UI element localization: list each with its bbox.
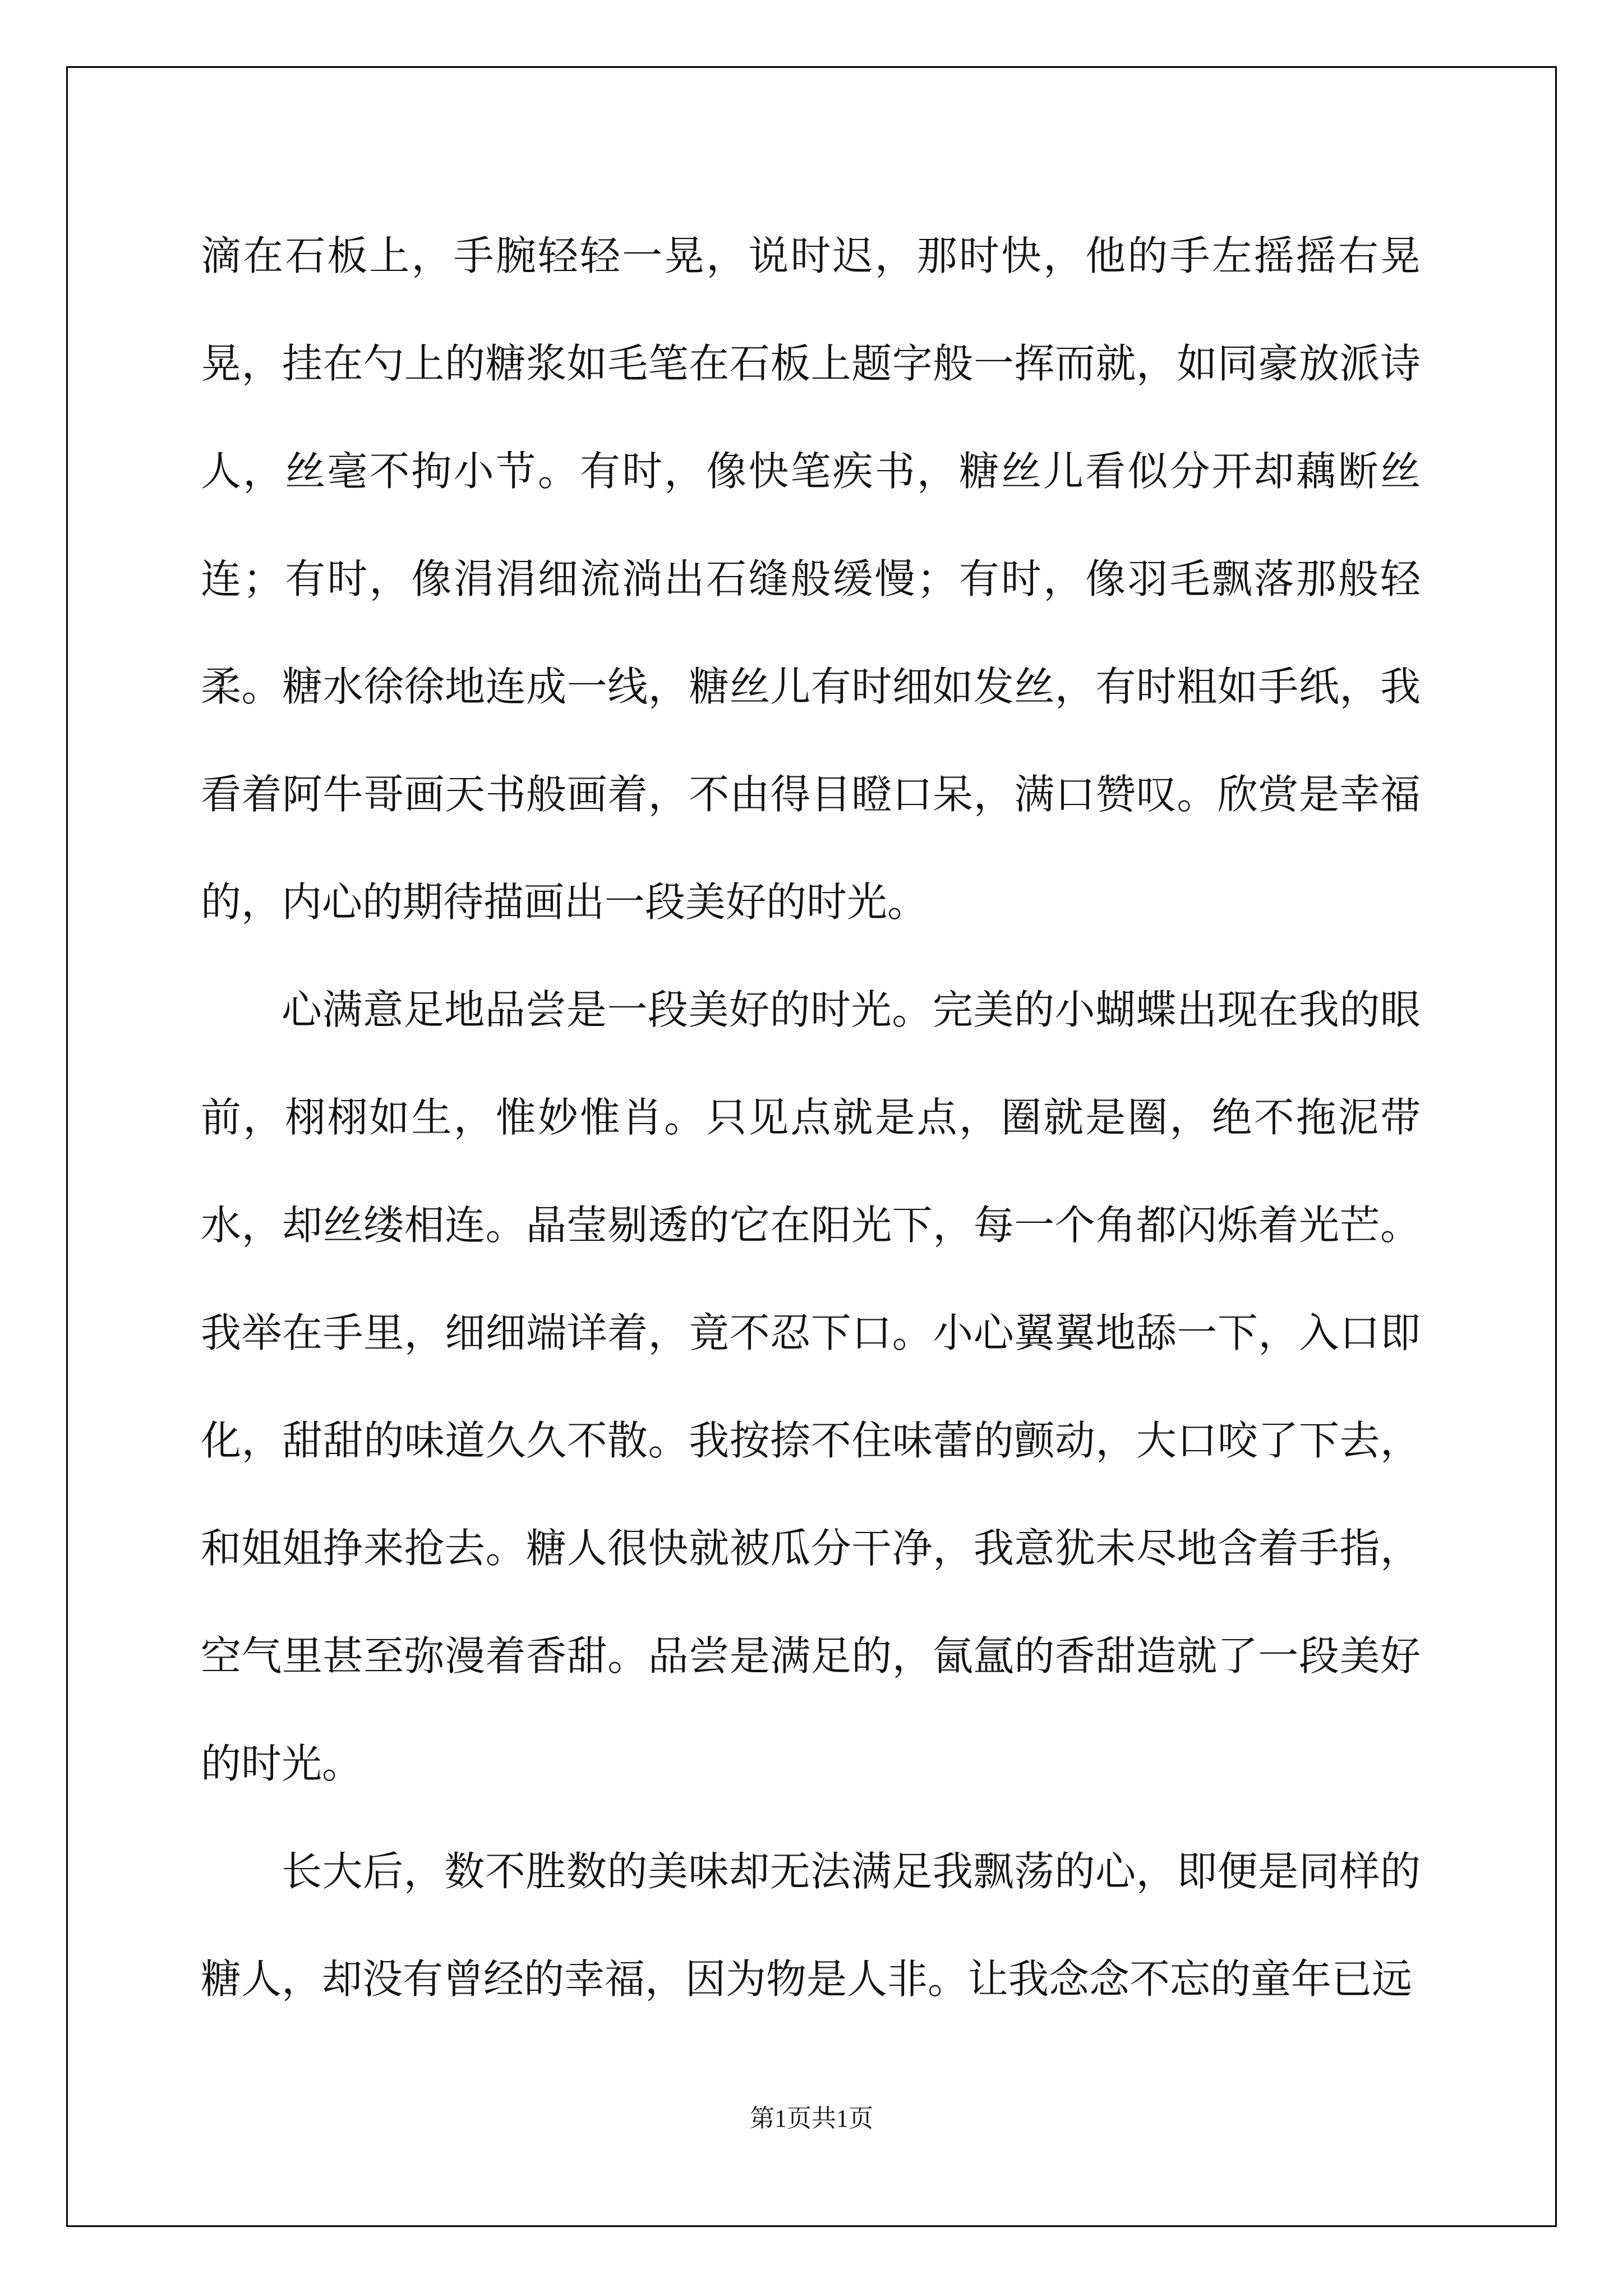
paragraph-2: 心满意足地品尝是一段美好的时光。完美的小蝴蝶出现在我的眼前，栩栩如生，惟妙惟肖。只见点就是点，圈就是圈，绝不拖泥带水，却丝缕相连。晶莹剔透的它在阳光下，每一个角都闪烁着光芒。我举在手里，细细端详着，竟不忍下口。小心翼翼地舔一下，入口即化，甜甜的味道久久不散。我按捺不住味蕾的颤动，大口咬了下去，和姐姐挣来抢去。糖人很快就被瓜分干净，我意犹未尽地含着手指，空气里甚至弥漫着香甜。品尝是满足的，氤氲的香甜造就了一段美好的时光。	[201, 986, 1421, 1787]
paragraph-3: 长大后，数不胜数的美味却无法满足我飘荡的心，即便是同样的糖人，却没有曾经的幸福，因为物是人非。让我念念不忘的童年已远	[201, 1848, 1421, 2003]
page-number: 第1页	[750, 2105, 811, 2132]
page-total: 共1页	[811, 2105, 873, 2132]
page-footer	[0, 2098, 1623, 2134]
document-body	[201, 202, 1421, 2033]
paragraph-1: 滴在石板上，手腕轻轻一晃，说时迟，那时快，他的手左摇摇右晃晃，挂在勺上的糖浆如毛笔在石板上题字般一挥而就，如同豪放派诗人，丝毫不拘小节。有时，像快笔疾书，糖丝儿看似分开却藕断丝连；有时，像涓涓细流淌出石缝般缓慢；有时，像羽毛飘落那般轻柔。糖水徐徐地连成一线，糖丝儿有时细如发丝，有时粗如手纸，我看着阿牛哥画天书般画着，不由得目瞪口呆，满口赞叹。欣赏是幸福的，内心的期待描画出一段美好的时光。	[201, 232, 1421, 926]
